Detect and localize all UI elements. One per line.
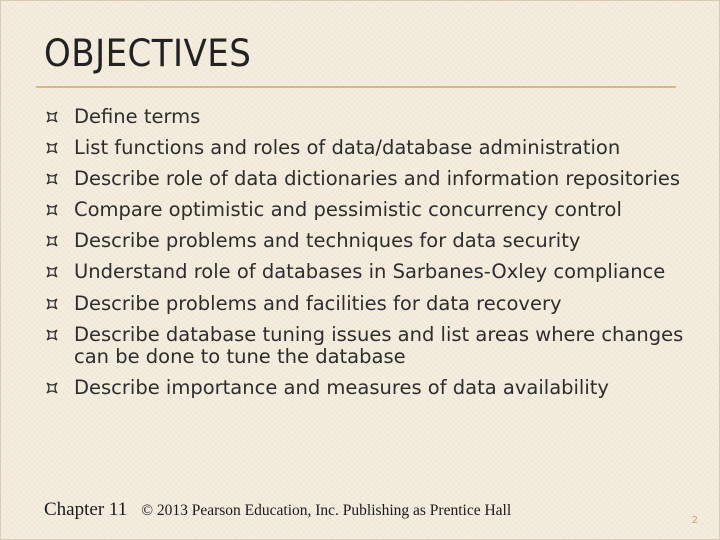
title-divider — [36, 86, 676, 88]
cross-bullet-icon — [44, 202, 60, 218]
list-item-text: Describe database tuning issues and list areas where changes can be done to tune the database — [74, 322, 684, 369]
slide-title: OBJECTIVES — [44, 32, 252, 75]
list-item-text: Define terms — [74, 105, 201, 128]
cross-bullet-icon — [44, 140, 60, 156]
list-item — [44, 137, 684, 160]
objectives-list — [44, 106, 684, 408]
cross-bullet-icon — [44, 233, 60, 249]
cross-bullet-icon — [44, 264, 60, 280]
list-item — [44, 230, 684, 253]
list-item — [44, 324, 684, 369]
list-item — [44, 168, 684, 191]
cross-bullet-icon — [44, 109, 60, 125]
list-item-text: Describe importance and measures of data availability — [74, 376, 609, 400]
list-item — [44, 293, 684, 316]
list-item — [44, 199, 684, 222]
list-item-text: Understand role of databases in Sarbanes-Oxley compliance — [74, 260, 666, 284]
list-item — [44, 106, 684, 129]
footer-chapter: Chapter 11 — [44, 499, 128, 520]
list-item — [44, 261, 684, 284]
cross-bullet-icon — [44, 327, 60, 343]
cross-bullet-icon — [44, 296, 60, 312]
list-item-text: Describe role of data dictionaries and information repositories — [74, 167, 681, 191]
list-item — [44, 377, 684, 400]
footer-copyright: © 2013 Pearson Education, Inc. Publishing as Prentice Hall — [141, 502, 512, 519]
slide-footer — [44, 499, 511, 521]
list-item-text: Compare optimistic and pessimistic concurrency control — [74, 198, 622, 222]
list-item-text: Describe problems and techniques for data security — [74, 229, 581, 253]
list-item-text: Describe problems and facilities for data recovery — [74, 291, 562, 315]
cross-bullet-icon — [44, 380, 60, 396]
cross-bullet-icon — [44, 171, 60, 187]
page-number: 2 — [691, 515, 698, 526]
list-item-text: List functions and roles of data/database administration — [74, 136, 621, 160]
